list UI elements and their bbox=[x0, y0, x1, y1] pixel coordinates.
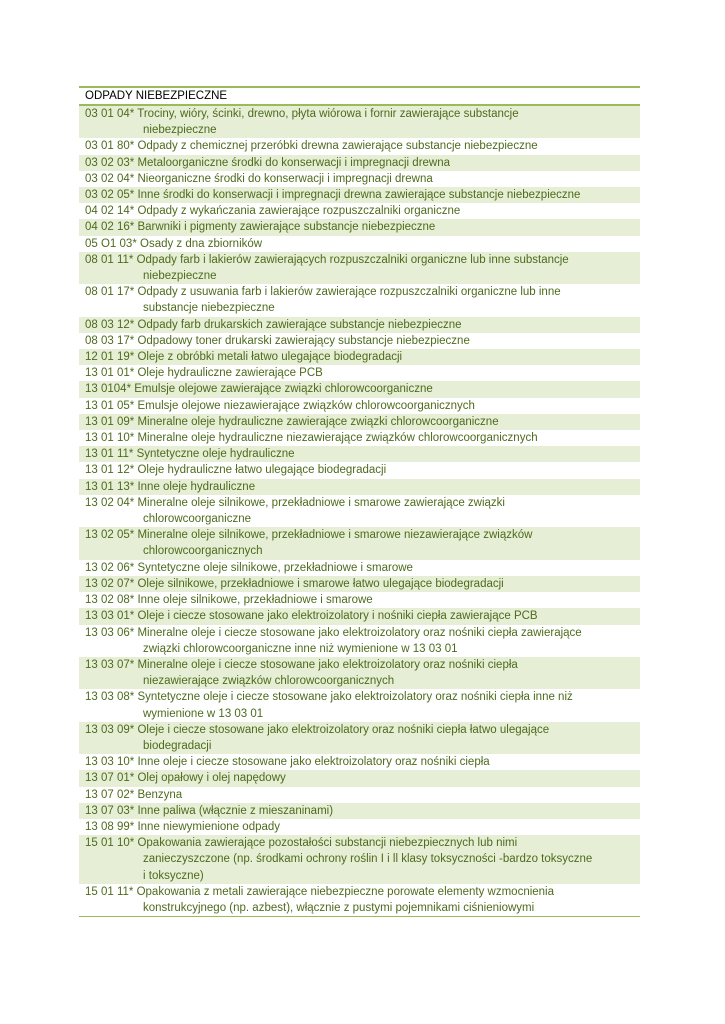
waste-code: 03 02 05* bbox=[85, 189, 135, 202]
waste-description: Oleje silnikowe, przekładniowe i smarowe łatwo ulegające biodegradacji bbox=[137, 577, 504, 590]
waste-code: 13 0104* bbox=[85, 383, 135, 396]
table-row bbox=[79, 560, 640, 576]
waste-code: 13 01 11* bbox=[85, 448, 134, 461]
waste-description: Osady z dna zbiorników bbox=[140, 237, 263, 250]
row-first-line bbox=[85, 819, 634, 835]
waste-code: 08 01 17* bbox=[85, 286, 135, 299]
table-row bbox=[79, 770, 640, 786]
table-row bbox=[79, 365, 640, 381]
waste-description: Syntetyczne oleje silnikowe, przekładniowe i smarowe bbox=[137, 561, 413, 574]
table-row bbox=[79, 106, 640, 138]
waste-code: 13 03 08* bbox=[85, 691, 135, 704]
waste-description: Odpady z chemicznej przeróbki drewna zawierające substancje niebezpieczne bbox=[137, 140, 538, 153]
waste-code: 03 01 80* bbox=[85, 140, 135, 153]
waste-description: Inne niewymienione odpady bbox=[137, 820, 281, 833]
row-first-line bbox=[85, 138, 634, 154]
table-row bbox=[79, 689, 640, 721]
table-row bbox=[79, 608, 640, 624]
row-first-line bbox=[85, 576, 634, 592]
waste-description: Inne oleje hydrauliczne bbox=[137, 480, 256, 493]
row-first-line bbox=[85, 754, 634, 770]
row-continuation-line: biodegradacji bbox=[143, 739, 212, 752]
row-first-line bbox=[85, 349, 634, 365]
table-row bbox=[79, 495, 640, 527]
table-bottom-rule bbox=[79, 916, 640, 917]
row-first-line bbox=[85, 219, 634, 235]
waste-description: Metaloorganiczne środki do konserwacji i impregnacji drewna bbox=[137, 156, 451, 169]
waste-code: 03 02 04* bbox=[85, 172, 135, 185]
row-continuation-line: chlorowcoorganicznych bbox=[143, 545, 263, 558]
row-first-line bbox=[85, 171, 634, 187]
row-first-line bbox=[85, 414, 634, 430]
waste-description: Inne oleje i ciecze stosowane jako elektroizolatory oraz nośniki ciepła bbox=[137, 756, 490, 769]
waste-description: Mineralne oleje i ciecze stosowane jako elektroizolatory oraz nośniki ciepła zawierające bbox=[137, 626, 582, 639]
row-first-line bbox=[85, 187, 634, 203]
waste-code: 13 01 12* bbox=[85, 464, 135, 477]
waste-code: 13 01 09* bbox=[85, 415, 135, 428]
table-row bbox=[79, 187, 640, 203]
table-row bbox=[79, 284, 640, 316]
table-row bbox=[79, 317, 640, 333]
table-row bbox=[79, 349, 640, 365]
row-first-line bbox=[85, 398, 634, 414]
row-first-line bbox=[85, 722, 634, 738]
table-row bbox=[79, 479, 640, 495]
waste-code: 13 03 07* bbox=[85, 658, 135, 671]
table-row bbox=[79, 722, 640, 754]
waste-code: 13 02 04* bbox=[85, 496, 135, 509]
table-row bbox=[79, 576, 640, 592]
waste-code: 13 02 06* bbox=[85, 561, 135, 574]
waste-description: Mineralne oleje silnikowe, przekładniowe i smarowe zawierające związki bbox=[137, 496, 505, 509]
waste-code: 13 01 13* bbox=[85, 480, 135, 493]
waste-description: Trociny, wióry, ścinki, drewno, płyta wiórowa i fornir zawierające substancje bbox=[137, 108, 519, 120]
waste-code: 13 02 05* bbox=[85, 529, 135, 542]
waste-description: Mineralne oleje i ciecze stosowane jako elektroizolatory oraz nośniki ciepła bbox=[137, 658, 518, 671]
row-first-line bbox=[85, 884, 634, 900]
table-row bbox=[79, 884, 640, 916]
table-row bbox=[79, 657, 640, 689]
waste-description: Emulsje olejowe zawierające związki chlorowcoorganiczne bbox=[134, 383, 433, 396]
row-first-line bbox=[85, 317, 634, 333]
waste-code: 13 07 03* bbox=[85, 804, 135, 817]
waste-description: Olej opałowy i olej napędowy bbox=[137, 772, 286, 785]
waste-code: 15 01 10* bbox=[85, 837, 135, 850]
row-first-line bbox=[85, 560, 634, 576]
row-first-line bbox=[85, 446, 634, 462]
row-first-line bbox=[85, 608, 634, 624]
row-first-line bbox=[85, 625, 634, 641]
waste-table bbox=[79, 86, 640, 917]
row-continuation-line: niebezpieczne bbox=[143, 270, 217, 283]
waste-code: 04 02 16* bbox=[85, 221, 135, 234]
row-first-line bbox=[85, 803, 634, 819]
waste-description: Oleje i ciecze stosowane jako elektroizolatory oraz nośniki ciepła łatwo ulegające bbox=[137, 723, 550, 736]
waste-code: 13 01 01* bbox=[85, 367, 135, 380]
row-first-line bbox=[85, 252, 634, 268]
waste-code: 13 08 99* bbox=[85, 820, 135, 833]
table-row bbox=[79, 252, 640, 284]
table-heading: ODPADY NIEBEZPIECZNE bbox=[79, 86, 640, 106]
waste-description: Oleje hydrauliczne łatwo ulegające biodegradacji bbox=[137, 464, 387, 477]
table-row bbox=[79, 625, 640, 657]
row-first-line bbox=[85, 835, 634, 851]
waste-code: 08 03 17* bbox=[85, 334, 135, 347]
table-row bbox=[79, 835, 640, 884]
waste-description: Emulsje olejowe niezawierające związków chlorowcoorganicznych bbox=[137, 399, 475, 412]
row-first-line bbox=[85, 333, 634, 349]
waste-code: 12 01 19* bbox=[85, 351, 135, 364]
waste-description: Mineralne oleje silnikowe, przekładniowe i smarowe niezawierające związków bbox=[137, 529, 533, 542]
waste-code: 15 01 11* bbox=[85, 885, 134, 898]
row-continuation-line: związki chlorowcoorganiczne inne niż wymienione w 13 03 01 bbox=[143, 642, 458, 655]
waste-description: Oleje hydrauliczne zawierające PCB bbox=[137, 367, 323, 380]
waste-description: Opakowania zawierające pozostałości substancji niebezpiecznych lub nimi bbox=[137, 837, 518, 850]
row-first-line bbox=[85, 236, 634, 252]
waste-code: 13 03 06* bbox=[85, 626, 135, 639]
table-row bbox=[79, 398, 640, 414]
waste-code: 04 02 14* bbox=[85, 205, 135, 218]
row-first-line bbox=[85, 381, 634, 397]
waste-description: Inne paliwa (włącznie z mieszaninami) bbox=[137, 804, 334, 817]
waste-description: Odpady farb drukarskich zawierające substancje niebezpieczne bbox=[137, 318, 462, 331]
table-row bbox=[79, 819, 640, 835]
table-row bbox=[79, 754, 640, 770]
waste-description: Oleje i ciecze stosowane jako elektroizolatory i nośniki ciepła zawierające PCB bbox=[137, 610, 538, 623]
waste-code: 13 03 01* bbox=[85, 610, 135, 623]
row-first-line bbox=[85, 462, 634, 478]
table-row bbox=[79, 203, 640, 219]
row-first-line bbox=[85, 203, 634, 219]
row-first-line bbox=[85, 430, 634, 446]
table-row bbox=[79, 414, 640, 430]
waste-description: Odpady z usuwania farb i lakierów zawierające rozpuszczalniki organiczne lub inne bbox=[137, 286, 561, 299]
table-row bbox=[79, 219, 640, 235]
waste-code: 03 01 04* bbox=[85, 108, 135, 120]
waste-description: Nieorganiczne środki do konserwacji i impregnacji drewna bbox=[137, 172, 433, 185]
waste-description: Syntetyczne oleje hydrauliczne bbox=[136, 448, 295, 461]
table-row bbox=[79, 430, 640, 446]
table-row bbox=[79, 803, 640, 819]
waste-code: 08 03 12* bbox=[85, 318, 135, 331]
row-continuation-line: chlorowcoorganiczne bbox=[143, 513, 252, 526]
row-first-line bbox=[85, 787, 634, 803]
table-body bbox=[79, 106, 640, 916]
row-first-line bbox=[85, 657, 634, 673]
waste-description: Oleje z obróbki metali łatwo ulegające biodegradacji bbox=[137, 351, 403, 364]
row-first-line bbox=[85, 479, 634, 495]
waste-description: Mineralne oleje hydrauliczne niezawierające związków chlorowcoorganicznych bbox=[137, 432, 538, 445]
waste-description: Opakowania z metali zawierające niebezpieczne porowate elementy wzmocnienia bbox=[136, 885, 555, 898]
row-first-line bbox=[85, 365, 634, 381]
table-row bbox=[79, 333, 640, 349]
waste-description: Syntetyczne oleje i ciecze stosowane jako elektroizolatory oraz nośniki ciepła inne niż bbox=[137, 691, 573, 704]
waste-code: 13 03 09* bbox=[85, 723, 135, 736]
waste-code: 13 07 01* bbox=[85, 772, 135, 785]
waste-description: Inne oleje silnikowe, przekładniowe i smarowe bbox=[137, 594, 373, 607]
row-first-line bbox=[85, 689, 634, 705]
table-row bbox=[79, 527, 640, 559]
row-first-line bbox=[85, 284, 634, 300]
table-row bbox=[79, 381, 640, 397]
waste-description: Barwniki i pigmenty zawierające substancje niebezpieczne bbox=[137, 221, 436, 234]
table-row bbox=[79, 446, 640, 462]
row-continuation-line: niezawierające związków chlorowcoorganicznych bbox=[143, 675, 395, 688]
row-continuation-line: niebezpieczne bbox=[143, 124, 217, 137]
waste-code: 13 01 10* bbox=[85, 432, 135, 445]
waste-code: 13 07 02* bbox=[85, 788, 135, 801]
row-first-line bbox=[85, 155, 634, 171]
row-first-line bbox=[85, 495, 634, 511]
waste-description: Mineralne oleje hydrauliczne zawierające związki chlorowcoorganiczne bbox=[137, 415, 499, 428]
waste-code: 13 03 10* bbox=[85, 756, 135, 769]
row-continuation-line: zanieczyszczone (np. środkami ochrony roślin I i ll klasy toksyczności -bardzo toksyczne bbox=[143, 853, 593, 866]
waste-code: 13 02 07* bbox=[85, 577, 135, 590]
table-row bbox=[79, 462, 640, 478]
waste-description: Inne środki do konserwacji i impregnacji drewna zawierające substancje niebezpieczne bbox=[137, 189, 581, 202]
table-row bbox=[79, 155, 640, 171]
waste-code: 13 02 08* bbox=[85, 594, 135, 607]
row-first-line bbox=[85, 770, 634, 786]
table-row bbox=[79, 592, 640, 608]
waste-description: Odpady farb i lakierów zawierających rozpuszczalniki organiczne lub inne substancje bbox=[136, 253, 569, 266]
waste-code: 05 O1 03* bbox=[85, 237, 137, 250]
waste-description: Odpady z wykańczania zawierające rozpuszczalniki organiczne bbox=[137, 205, 461, 218]
table-row bbox=[79, 138, 640, 154]
row-continuation-line: wymienione w 13 03 01 bbox=[143, 707, 264, 720]
waste-description: Benzyna bbox=[137, 788, 183, 801]
table-row bbox=[79, 236, 640, 252]
table-row bbox=[79, 787, 640, 803]
table-row bbox=[79, 171, 640, 187]
row-continuation-line: substancje niebezpieczne bbox=[143, 302, 275, 315]
row-first-line bbox=[85, 527, 634, 543]
waste-code: 08 01 11* bbox=[85, 253, 134, 266]
row-first-line bbox=[85, 592, 634, 608]
waste-code: 03 02 03* bbox=[85, 156, 135, 169]
waste-code: 13 01 05* bbox=[85, 399, 135, 412]
row-first-line bbox=[85, 106, 634, 122]
row-continuation-line: i toksyczne) bbox=[143, 869, 204, 882]
row-continuation-line: konstrukcyjnego (np. azbest), włącznie z pustymi pojemnikami ciśnieniowymi bbox=[143, 901, 535, 914]
waste-description: Odpadowy toner drukarski zawierający substancje niebezpieczne bbox=[137, 334, 470, 347]
